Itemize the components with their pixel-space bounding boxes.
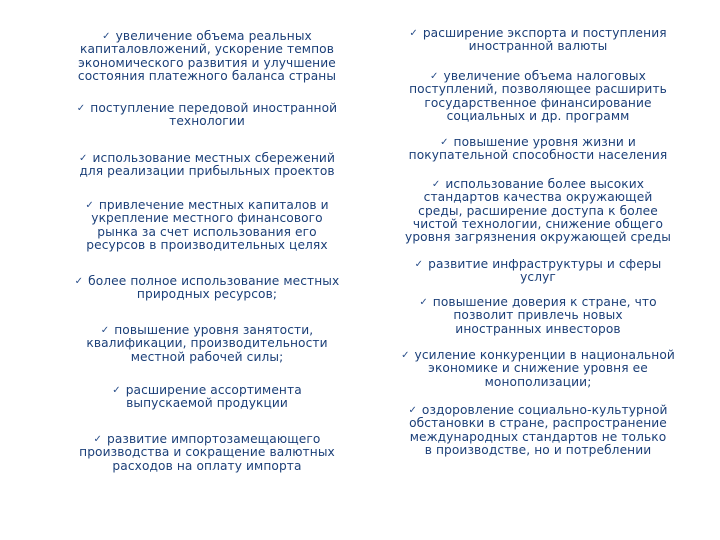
checkmark-icon: ✓ (431, 179, 441, 190)
checkmark-icon: ✓ (419, 297, 428, 308)
list-item (388, 27, 688, 54)
item-text: усиление конкуренции в национальной (414, 348, 675, 362)
list-item (388, 258, 688, 285)
item-text: расширение экспорта и поступления (422, 26, 667, 40)
list-item (48, 433, 366, 473)
item-text: стандартов качества окружающей (423, 190, 653, 205)
item-text: капиталовложений, ускорение темпов (79, 42, 335, 57)
item-text: иностранной валюты (468, 39, 608, 54)
checkmark-icon: ✓ (112, 385, 121, 396)
item-text: квалификации, производительности (86, 336, 328, 351)
checkmark-icon: ✓ (414, 259, 424, 270)
list-item (48, 30, 366, 83)
item-text: среды, расширение доступа к более (418, 203, 658, 218)
item-text: иностранных инвесторов (455, 321, 621, 336)
item-text: услуг (520, 270, 556, 285)
item-text: увеличение объема налоговых (443, 69, 646, 83)
item-text: развитие инфраструктуры и сферы (428, 257, 662, 271)
item-text: природных ресурсов; (136, 287, 278, 302)
checkmark-icon: ✓ (408, 405, 417, 416)
item-text: привлечение местных капиталов и (98, 198, 329, 212)
list-item (48, 199, 366, 252)
item-text: расширение ассортимента (125, 383, 302, 397)
checkmark-icon: ✓ (85, 200, 94, 211)
item-text: местной рабочей силы; (130, 349, 284, 364)
checkmark-icon: ✓ (440, 137, 449, 148)
item-text: использование местных сбережений (92, 151, 335, 165)
item-text: уровня загрязнения окружающей среды (405, 230, 671, 245)
item-text: экономического развития и улучшение (78, 55, 336, 70)
checkmark-icon: ✓ (76, 103, 86, 114)
list-item (48, 324, 366, 364)
list-item (388, 296, 688, 336)
checkmark-icon: ✓ (100, 325, 110, 336)
checkmark-icon: ✓ (409, 28, 418, 39)
item-text: монополизации; (484, 374, 592, 389)
item-text: повышение доверия к стране, что (432, 295, 657, 309)
checkmark-icon: ✓ (93, 434, 103, 445)
item-text: социальных и др. программ (446, 108, 630, 123)
item-text: повышение уровня занятости, (114, 323, 314, 337)
list-item (388, 349, 688, 389)
item-text: технологии (169, 114, 245, 129)
item-text: в производстве, но и потреблении (424, 442, 652, 457)
item-text: рынка за счет использования его (97, 224, 317, 239)
item-text: развитие импортозамещающего (107, 432, 321, 446)
checkmark-icon: ✓ (401, 350, 410, 361)
checkmark-icon: ✓ (102, 31, 111, 42)
item-text: обстановки в стране, распространение (409, 416, 667, 431)
list-item (388, 404, 688, 457)
item-text: выпускаемой продукции (126, 396, 288, 411)
item-text: позволит привлечь новых (453, 308, 623, 323)
item-text: расходов на оплату импорта (112, 458, 302, 473)
item-text: государственное финансирование (424, 95, 652, 110)
item-text: увеличение объема реальных (115, 29, 312, 43)
item-text: экономике и снижение уровня ее (428, 361, 648, 376)
item-text: чистой технологии, снижение общего (412, 216, 664, 231)
item-text: международных стандартов не только (409, 429, 667, 444)
list-item (48, 102, 366, 129)
item-text: ресурсов в производительных целях (86, 237, 328, 252)
list-item (388, 70, 688, 123)
list-item (48, 384, 366, 411)
item-text: укрепление местного финансового (91, 211, 323, 226)
item-text: покупательной способности населения (408, 148, 668, 163)
item-text: производства и сокращение валютных (79, 445, 335, 460)
item-text: более полное использование местных (88, 274, 340, 288)
item-text: поступлений, позволяющее расширить (409, 82, 667, 97)
item-text: состояния платежного баланса страны (77, 68, 337, 83)
item-text: для реализации прибыльных проектов (79, 164, 335, 179)
checkmark-icon: ✓ (430, 71, 439, 82)
list-item (388, 136, 688, 163)
item-text: поступление передовой иностранной (90, 101, 338, 115)
list-item (388, 178, 688, 244)
checkmark-icon: ✓ (74, 276, 84, 287)
list-item (48, 152, 366, 179)
item-text: использование более высоких (445, 177, 645, 191)
item-text: оздоровление социально-культурной (421, 403, 668, 417)
list-item (48, 275, 366, 302)
checkmark-icon: ✓ (79, 153, 88, 164)
item-text: повышение уровня жизни и (453, 135, 636, 149)
